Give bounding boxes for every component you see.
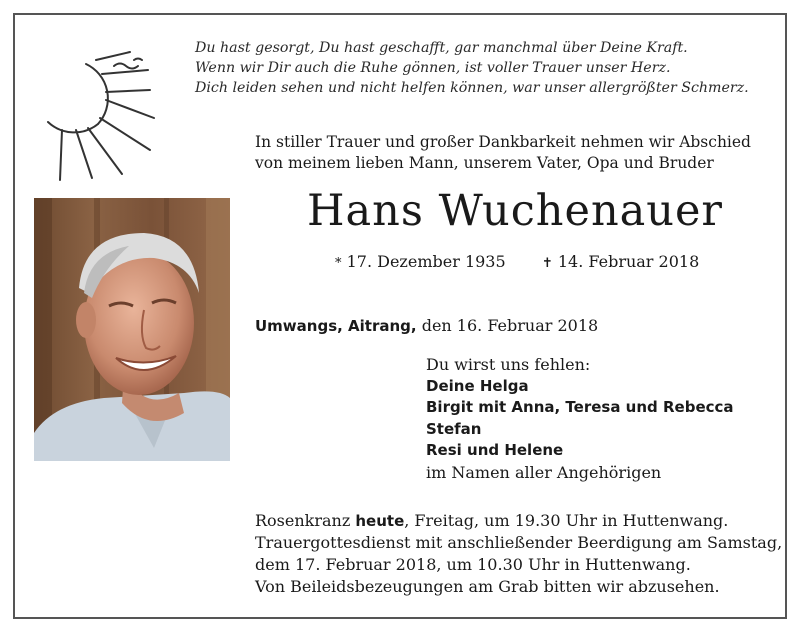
rosary-details: , Freitag, um 19.30 Uhr in Huttenwang. bbox=[404, 511, 729, 530]
portrait-photo bbox=[34, 198, 230, 461]
place-date: den 16. Februar 2018 bbox=[416, 316, 599, 335]
rosary-text: Rosenkranz bbox=[255, 511, 356, 530]
intro-line: von meinem lieben Mann, unserem Vater, Opa und Bruder bbox=[255, 154, 714, 172]
mourners bbox=[426, 354, 734, 483]
service-line: dem 17. Februar 2018, um 10.30 Uhr in Huttenwang. bbox=[255, 555, 691, 574]
mourners-closing: im Namen aller Angehörigen bbox=[426, 462, 662, 482]
life-dates bbox=[335, 252, 699, 271]
place-towns: Umwangs, Aitrang, bbox=[255, 317, 417, 335]
rosary-line bbox=[255, 510, 782, 532]
poem bbox=[195, 38, 785, 98]
rosary-today: heute bbox=[355, 512, 405, 530]
mourner-name: Deine Helga bbox=[426, 376, 529, 395]
poem-line: Du hast gesorgt, Du hast geschafft, gar manchmal über Deine Kraft. bbox=[195, 40, 688, 56]
poem-line: Wenn wir Dir auch die Ruhe gönnen, ist voller Trauer unser Herz. bbox=[195, 60, 671, 76]
poem-line: Dich leiden sehen und nicht helfen können, war unser allergrößter Schmerz. bbox=[195, 80, 749, 96]
service-line: Trauergottesdienst mit anschließender Beerdigung am Samstag, bbox=[255, 533, 783, 552]
deceased-name: Hans Wuchenauer bbox=[307, 186, 723, 236]
sun-rays-icon bbox=[38, 38, 168, 188]
mourner-name: Resi und Helene bbox=[426, 441, 564, 459]
death-date: 14. Februar 2018 bbox=[557, 252, 700, 271]
intro-line: In stiller Trauer und großer Dankbarkeit nehmen wir Abschied bbox=[255, 133, 751, 151]
service-info bbox=[255, 510, 782, 598]
mourner-name: Stefan bbox=[426, 419, 482, 438]
place-and-date bbox=[255, 316, 598, 335]
intro-text bbox=[255, 132, 775, 174]
mourner-name: Birgit mit Anna, Teresa und Rebecca bbox=[426, 398, 734, 416]
condolences-line: Von Beileidsbezeugungen am Grab bitten wir abzusehen. bbox=[255, 577, 720, 596]
birth-symbol: * bbox=[335, 256, 342, 271]
death-symbol: ✝ bbox=[541, 256, 553, 271]
birth-date: 17. Dezember 1935 bbox=[346, 252, 506, 271]
mourners-intro: Du wirst uns fehlen: bbox=[426, 355, 591, 374]
